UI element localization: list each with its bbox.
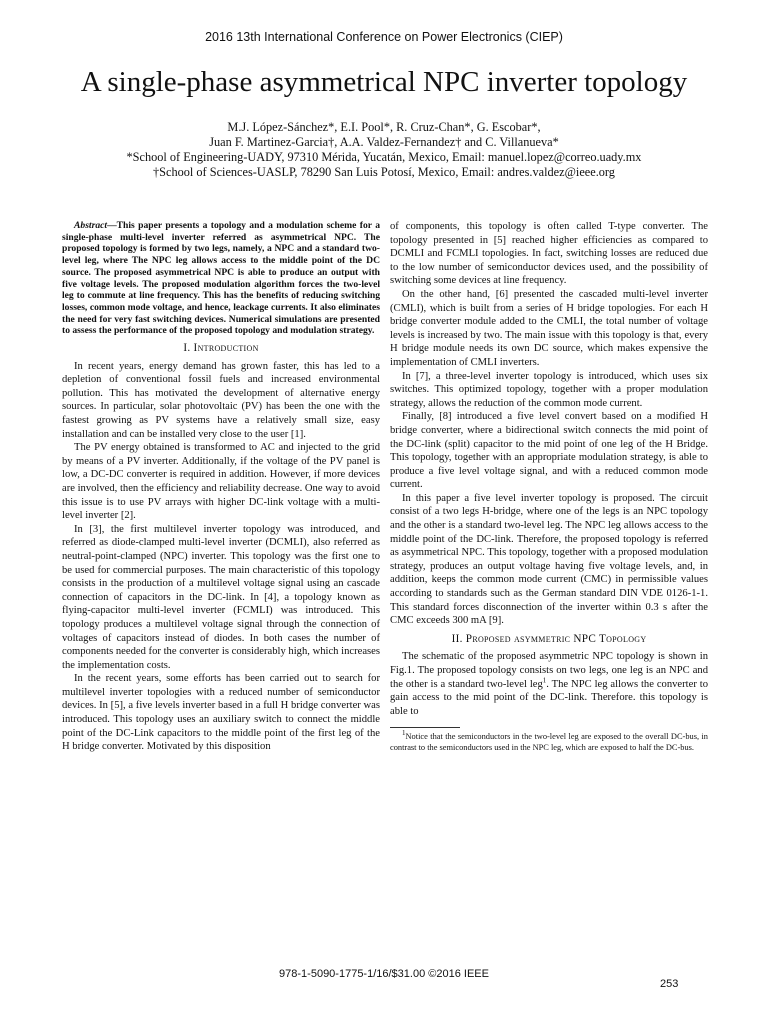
paper-title: A single-phase asymmetrical NPC inverter topology <box>80 66 688 98</box>
author-line-2: Juan F. Martinez-Garcia†, A.A. Valdez-Fernandez† and C. Villanueva* <box>209 135 559 149</box>
paragraph: In the recent years, some efforts has been carried out to search for multilevel inverter topologies with a reduced number of semiconductor devices. In [5], a five levels inverter based in a full H bridge converter was introduced. This topology uses an auxiliary switch to connect the middle point of the DC-Link capacitors to the middle point of the first leg of the H bridge converter. Motivated by this disposition <box>62 673 380 753</box>
footnote <box>390 729 708 753</box>
paragraph: In recent years, energy demand has grown faster, this has led to a depletion of conventional fossil fuels and increased environmental pollution. This has motivated the development of alternative energy sources. In particular, solar photovoltaic (PV) has been the one with the fastest growing as PV systems have a relatively small size, easy installation and can be installed very close to the user [1]. <box>62 360 380 440</box>
abstract-label: Abstract <box>74 220 108 231</box>
conference-header: 2016 13th International Conference on Power Electronics (CIEP) <box>205 30 563 44</box>
footnote-number: 1 <box>402 729 406 738</box>
footnote-divider <box>390 727 460 728</box>
page-number: 253 <box>660 978 679 990</box>
copyright-footer: 978-1-5090-1775-1/16/$31.00 ©2016 IEEE <box>279 968 489 980</box>
author-line-1: M.J. López-Sánchez*, E.I. Pool*, R. Cruz-Chan*, G. Escobar*, <box>227 120 541 134</box>
affiliation-1: *School of Engineering-UADY, 97310 Mérida, Yucatán, Mexico, Email: manuel.lopez@correo.uady.mx <box>126 150 642 164</box>
left-column <box>62 220 380 754</box>
paragraph-part: The schematic of the proposed asymmetric NPC topology is shown in Fig.1. The proposed topology consists on two legs, one leg is an NPC and the other is a standard two-level leg <box>390 651 708 690</box>
paragraph: Finally, [8] introduced a five level convert based on a modified H bridge converter, where a bidirectional switch connects the mid point of the DC-link (split) capacitor to the mid point of one leg of the H Bridge. This topology, together with an appropriate modulation strategy, is able to produce a five level voltage signal, and with a reduced common mode current. <box>390 411 708 491</box>
abstract <box>62 220 380 337</box>
paragraph: In [7], a three-level inverter topology is introduced, which uses six switches. This optimized topology, together with a proper modulation strategy, allows the reduction of the common mode current. <box>390 370 708 409</box>
paragraph: In [3], the first multilevel inverter topology was introduced, and referred as diode-clamped multi-level inverter (DCMLI), also referred as neutral-point-clamped (NPC) inverter. This topology was the first one to be used for commercial purposes. The main characteristic of this topology consists in the production of a multilevel voltage signal using an cascade connection of capacitors in the DC-link. In [4], a topology known as flying-capacitor multi-level inverter (FCMLI) was introduced. This topology produces a multilevel voltage signal through the connection of voltages of capacitors instead of diodes. In both cases the number of components needed for the converter is considerably high, which increases the implementation costs. <box>62 523 380 671</box>
paragraph: of components, this topology is often called T-type converter. The topology presented in [5] reached higher efficiencies as compared to DCMLI and FCMLI topologies. In fact, switching losses are reduced due to the low number of semiconductor devices used, and the possibility of switching some devices at line frequency. <box>390 221 708 287</box>
footnote-text: Notice that the semiconductors in the two-level leg are exposed to the overall DC-bus, in contrast to the semiconductors used in the NPC leg, which are exposed to half the DC-bus. <box>390 732 708 752</box>
footnote-marker: 1 <box>542 676 547 685</box>
paragraph: In this paper a five level inverter topology is proposed. The circuit consist of a two legs H-bridge, where one of the legs is an NPC topology and the other is a standard two-level leg. The NPC leg allows access to the middle point of the DC-link. Therefore, the proposed topology is referred as asymmetrical NPC. This topology, together with a proposed modulation strategy, produces an output voltage having five voltage levels, and, in addition, keeps the common mode current (CMC) in permissible values according to standards such as the German standard DIN VDE 0126-1-1. This standard forces disconnection of the inverter within 0.3 s after the CMC exceeds 300 mA [9]. <box>390 492 708 627</box>
affiliation-2: †School of Sciences-UASLP, 78290 San Luis Potosí, Mexico, Email: andres.valdez@ieee.org <box>153 165 615 179</box>
right-column <box>390 220 708 753</box>
paragraph: On the other hand, [6] presented the cascaded multi-level inverter (CMLI), which is built from a series of H bridge topologies. For each H bridge converter module added to the CMLI, the total number of voltage levels is increased by two. The main issue with this topology is that, every H bridge module needs its own DC source, which makes expensive the implementation of CMLI inverters. <box>390 288 708 368</box>
paragraph <box>390 650 708 718</box>
section-heading-proposed-topology: II. Proposed asymmetric NPC Topology <box>451 632 647 645</box>
section-heading-introduction: I. Introduction <box>183 342 259 355</box>
author-block <box>0 120 768 180</box>
paragraph-part: . The NPC leg allows the converter to gain access to the mid point of the DC-link. Therefore. this topology is able to <box>390 678 708 717</box>
abstract-text: —This paper presents a topology and a modulation scheme for a single-phase multi-level inverter referred as asymmetrical NPC. The proposed topology is formed by two legs, namely, a NPC and a standard two-level leg, where The NPC leg allows access to the middle point of the DC source. The proposed asymmetrical NPC is able to produce an output with five voltage levels. The proposed modulation algorithm forces the two-level leg to commute at line frequency. This has the benefits of reducing switching losses, common mode voltage, and hence, leackage currents. It also eliminates the need for very fast switching devices. Numerical simulations are presented to assess the performance of the proposed topology and modulation strategy. <box>62 220 380 337</box>
paragraph: The PV energy obtained is transformed to AC and injected to the grid by means of a PV inverter. Additionally, if the voltage of the PV panel is low, a DC-DC converter is required in addition. However, if more devices are involved, then the efficiency and reliability decrease. One way to avoid this issue is to use PV arrays with higher DC-link voltage with a multi-level inverter [2]. <box>62 442 380 522</box>
